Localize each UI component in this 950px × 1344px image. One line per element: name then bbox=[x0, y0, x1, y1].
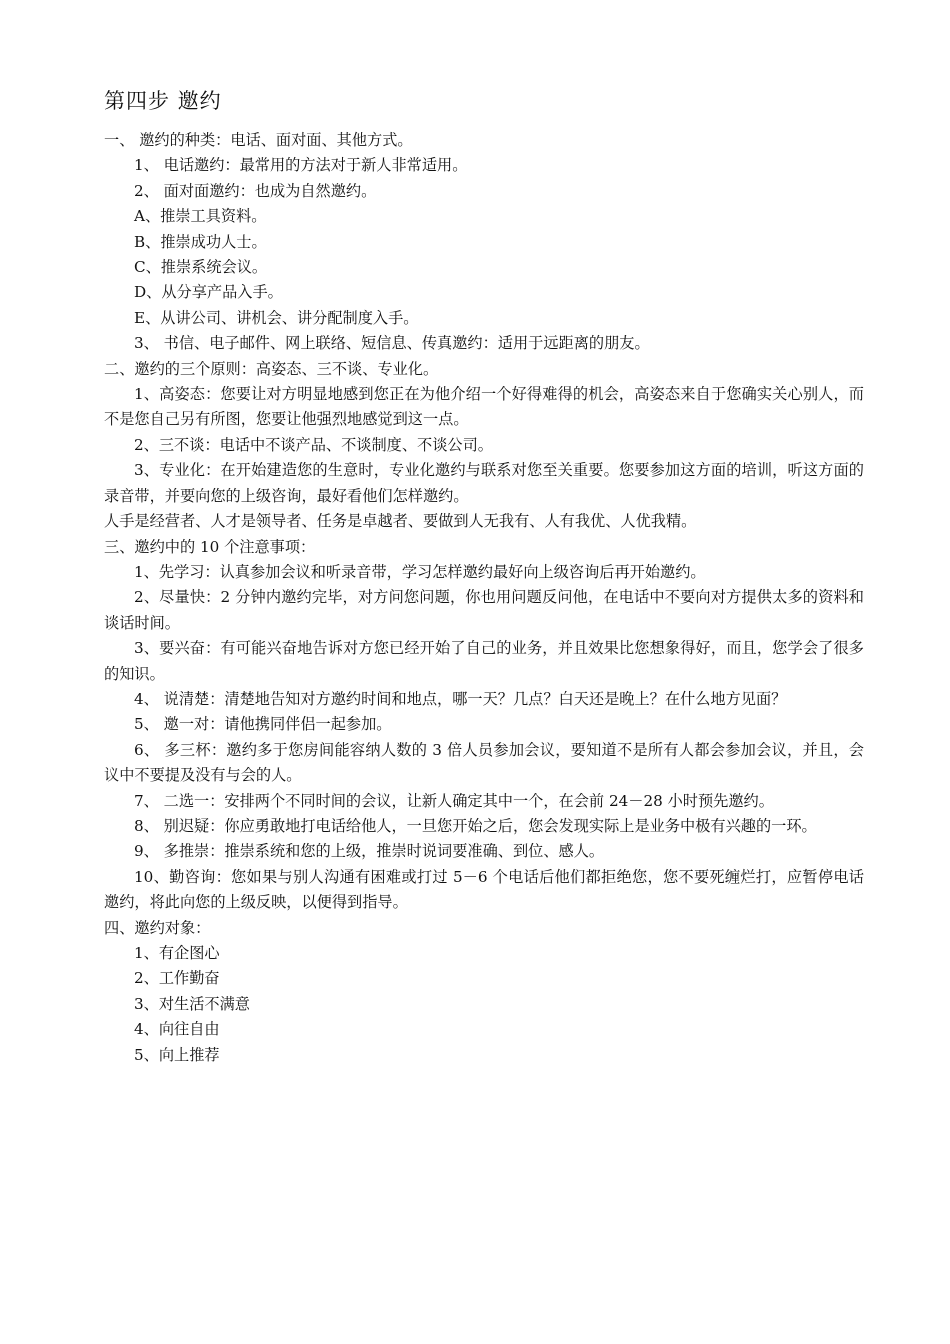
paragraph: 1、高姿态：您要让对方明显地感到您正在为他介绍一个好得难得的机会，高姿态来自于您确实关心别人，而不是您自己另有所图，您要让他强烈地感觉到这一点。 bbox=[104, 385, 864, 429]
section-heading: 三、邀约中的 10 个注意事项： bbox=[104, 537, 316, 556]
paragraph: 6、 多三杯：邀约多于您房间能容纳人数的 3 倍人员参加会议，要知道不是所有人都会参加会议，并且，会议中不要提及没有与会的人。 bbox=[104, 740, 864, 785]
list-item: 3、 书信、电子邮件、网上联络、短信息、传真邀约：适用于远距离的朋友。 bbox=[134, 334, 650, 353]
paragraph: 8、 别迟疑：你应勇敢地打电话给他人，一旦您开始之后，您会发现实际上是业务中极有兴趣的一环。 bbox=[134, 816, 817, 835]
paragraph: 3、要兴奋：有可能兴奋地告诉对方您已经开始了自己的业务，并且效果比您想象得好，而且，您学会了很多的知识。 bbox=[104, 639, 864, 683]
section-heading: 四、邀约对象： bbox=[104, 918, 211, 937]
section-three-principles bbox=[104, 357, 864, 535]
list-item: 1、 电话邀约：最常用的方法对于新人非常适用。 bbox=[134, 156, 468, 175]
paragraph: 10、勤咨询：您如果与别人沟通有困难或打过 5－6 个电话后他们都拒绝您，您不要死缠烂打，应暂停电话邀约，将此向您的上级反映，以便得到指导。 bbox=[104, 867, 864, 912]
section-ten-notes bbox=[104, 535, 864, 916]
page-title: 第四步 邀约 bbox=[104, 89, 222, 113]
document-page bbox=[104, 84, 864, 1068]
list-item: 5、向上推荐 bbox=[134, 1045, 220, 1064]
list-item: 2、 面对面邀约：也成为自然邀约。 bbox=[134, 181, 377, 200]
list-item: 2、工作勤奋 bbox=[134, 969, 220, 988]
list-item: E、从讲公司、讲机会、讲分配制度入手。 bbox=[134, 308, 419, 327]
list-item: 4、向往自由 bbox=[134, 1020, 220, 1039]
paragraph: 9、 多推崇：推崇系统和您的上级，推崇时说词要准确、到位、感人。 bbox=[134, 842, 605, 861]
list-item: 3、对生活不满意 bbox=[134, 994, 250, 1013]
paragraph: 1、先学习：认真参加会议和听录音带，学习怎样邀约最好向上级咨询后再开始邀约。 bbox=[134, 562, 706, 581]
paragraph: 5、 邀一对：请他携同伴侣一起参加。 bbox=[134, 715, 392, 734]
section-invitation-targets bbox=[104, 916, 864, 1068]
paragraph: 2、尽量快：2 分钟内邀约完毕，对方问您问题，你也用问题反问他，在电话中不要向对方提供太多的资料和谈话时间。 bbox=[104, 588, 864, 632]
list-item: 1、有企图心 bbox=[134, 944, 220, 962]
list-item: A、推崇工具资料。 bbox=[134, 207, 267, 226]
list-item: D、从分享产品入手。 bbox=[134, 283, 283, 302]
section-heading: 二、邀约的三个原则：高姿态、三不谈、专业化。 bbox=[104, 359, 439, 378]
list-item: B、推崇成功人士。 bbox=[134, 232, 267, 251]
section-heading: 一、 邀约的种类：电话、面对面、其他方式。 bbox=[104, 131, 413, 149]
list-item: C、推崇系统会议。 bbox=[134, 258, 268, 277]
paragraph: 4、 说清楚：清楚地告知对方邀约时间和地点，哪一天？几点？白天还是晚上？在什么地方见面？ bbox=[134, 689, 787, 708]
section-invitation-types bbox=[104, 128, 864, 357]
paragraph: 3、专业化：在开始建造您的生意时，专业化邀约与联系对您至关重要。您要参加这方面的培训，听这方面的录音带，并要向您的上级咨询，最好看他们怎样邀约。 bbox=[104, 461, 864, 505]
paragraph: 2、三不谈：电话中不谈产品、不谈制度、不谈公司。 bbox=[134, 435, 493, 454]
motto-line: 人手是经营者、人才是领导者、任务是卓越者、要做到人无我有、人有我优、人优我精。 bbox=[104, 512, 697, 531]
paragraph: 7、 二选一：安排两个不同时间的会议，让新人确定其中一个，在会前 24－28 小时预先邀约。 bbox=[134, 791, 774, 810]
